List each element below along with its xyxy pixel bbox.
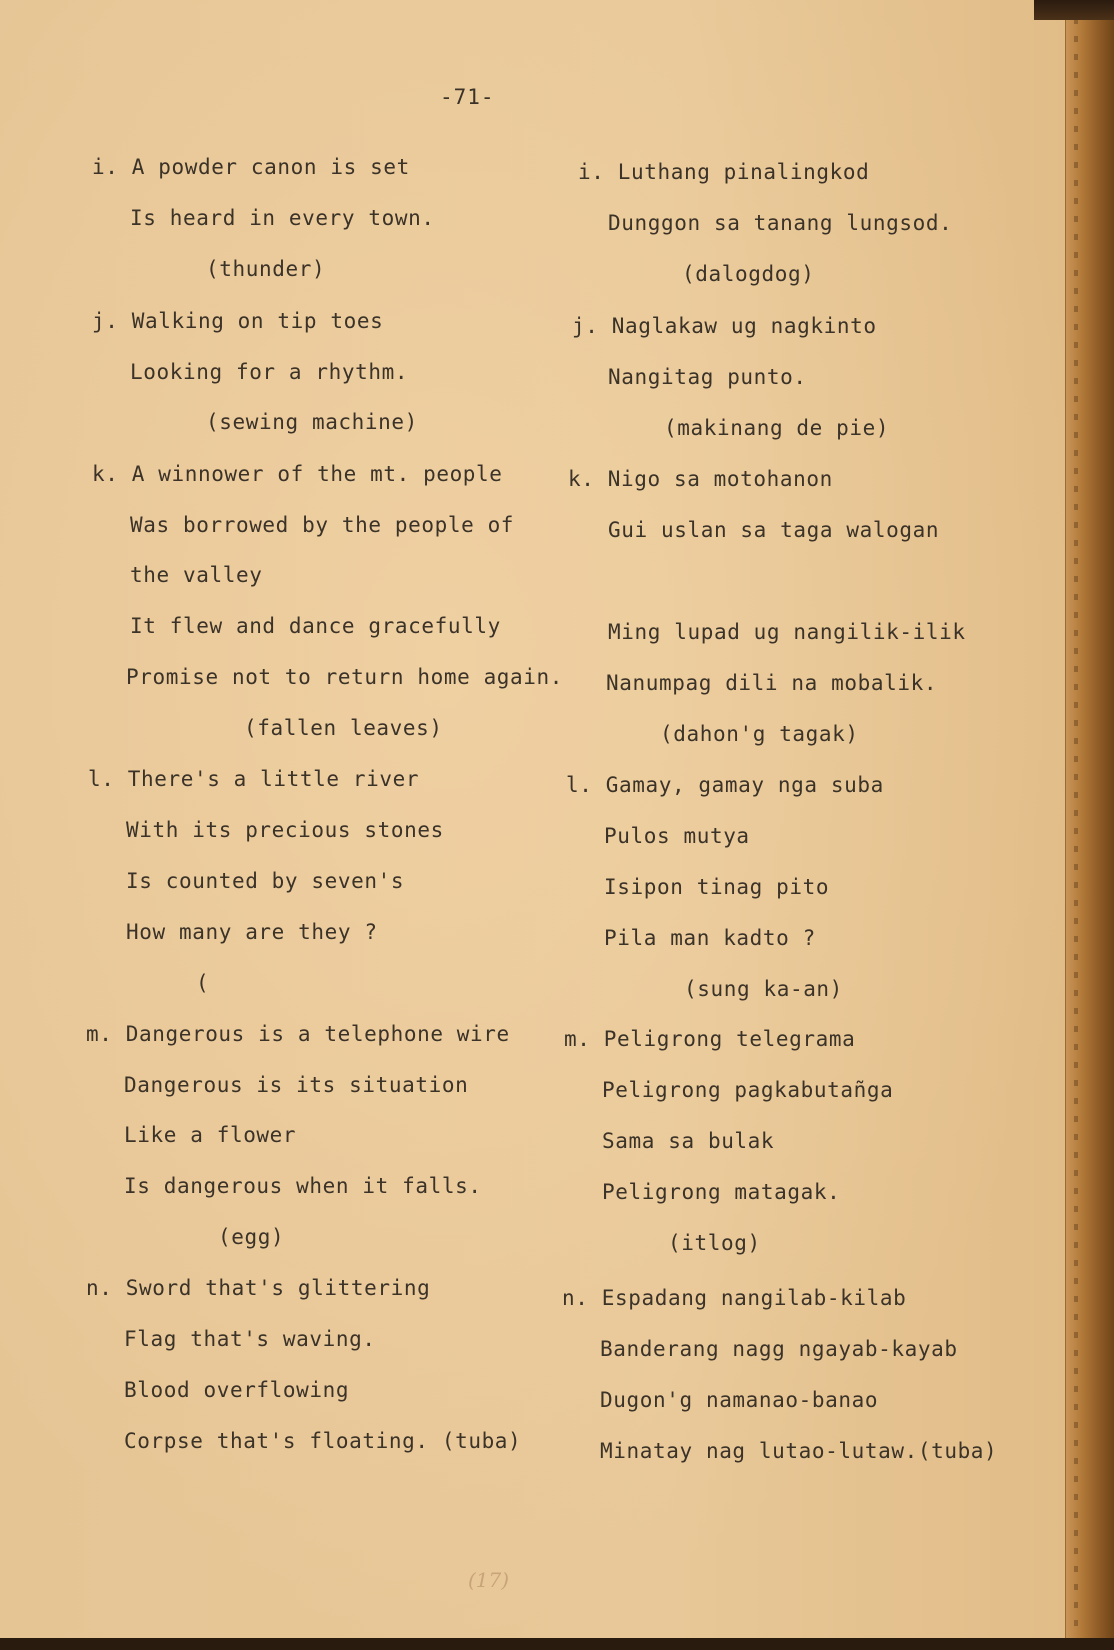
bugtong-n-line-4: Minatay nag lutao-lutaw.(tuba) [600,1439,998,1463]
bugtong-l-line-2: Pulos mutya [604,824,750,848]
bugtong-l-line-4: Pila man kadto ? [604,926,816,950]
riddle-n-line-3: Blood overflowing [124,1378,350,1402]
bugtong-n-line-3: Dugon'g namanao-banao [600,1388,879,1412]
bugtong-n-line-1: n. Espadang nangilab-kilab [562,1286,907,1310]
riddle-m-line-2: Dangerous is its situation [124,1073,469,1097]
riddle-n-line-2: Flag that's waving. [124,1327,376,1351]
riddle-m-line-4: Is dangerous when it falls. [124,1174,482,1198]
bugtong-k-line-4: Nanumpag dili na mobalik. [606,671,938,695]
riddle-m-line-1: m. Dangerous is a telephone wire [86,1022,510,1046]
bugtong-k-answer: (dahon'g tagak) [660,722,859,746]
riddle-k-answer: (fallen leaves) [244,716,443,740]
riddle-l-line-3: Is counted by seven's [126,869,405,893]
bugtong-i-line-1: i. Luthang pinalingkod [578,160,870,184]
page-bottom-edge [0,1638,1114,1650]
page-corner-shadow [1034,0,1114,20]
bugtong-j-answer: (makinang de pie) [664,416,890,440]
bugtong-i-line-2: Dunggon sa tanang lungsod. [608,211,953,235]
bugtong-k-line-3: Ming lupad ug nangilik-ilik [608,620,966,644]
bugtong-j-line-1: j. Naglakaw ug nagkinto [572,314,877,338]
riddle-j-line-1: j. Walking on tip toes [92,309,384,333]
book-binding [1065,0,1114,1650]
riddle-l-answer: ( [196,971,210,995]
riddle-n-line-4: Corpse that's floating. (tuba) [124,1429,522,1453]
riddle-l-line-1: l. There's a little river [88,767,420,791]
bugtong-m-line-3: Sama sa bulak [602,1129,775,1153]
bugtong-k-line-1: k. Nigo sa motohanon [568,467,833,491]
bugtong-m-answer: (itlog) [668,1231,761,1255]
riddle-k-line-5: Promise not to return home again. [126,665,564,689]
bugtong-j-line-2: Nangitag punto. [608,365,807,389]
riddle-k-line-3: the valley [130,563,263,587]
riddle-i-line-1: i. A powder canon is set [92,155,410,179]
riddle-l-line-4: How many are they ? [126,920,378,944]
riddle-k-line-4: It flew and dance gracefully [130,614,501,638]
bugtong-k-line-2: Gui uslan sa taga walogan [608,518,940,542]
riddle-j-line-2: Looking for a rhythm. [130,360,409,384]
riddle-m-line-3: Like a flower [124,1123,297,1147]
bugtong-i-answer: (dalogdog) [682,262,815,286]
bugtong-m-line-1: m. Peligrong telegrama [564,1027,856,1051]
riddle-k-line-1: k. A winnower of the mt. people [92,462,503,486]
riddle-i-line-2: Is heard in every town. [130,206,435,230]
bugtong-m-line-4: Peligrong matagak. [602,1180,841,1204]
riddle-l-line-2: With its precious stones [126,818,444,842]
bugtong-m-line-2: Peligrong pagkabutañga [602,1078,894,1102]
riddle-i-answer: (thunder) [206,257,326,281]
handwritten-page-note: (17) [468,1568,510,1592]
riddle-m-answer: (egg) [218,1225,285,1249]
page-number: -71- [440,85,495,109]
riddle-n-line-1: n. Sword that's glittering [86,1276,431,1300]
riddle-k-line-2: Was borrowed by the people of [130,513,515,537]
bugtong-n-line-2: Banderang nagg ngayab-kayab [600,1337,958,1361]
bugtong-l-line-3: Isipon tinag pito [604,875,830,899]
bugtong-l-line-1: l. Gamay, gamay nga suba [566,773,884,797]
riddle-j-answer: (sewing machine) [206,410,418,434]
bugtong-l-answer: (sung ka-an) [684,977,843,1001]
